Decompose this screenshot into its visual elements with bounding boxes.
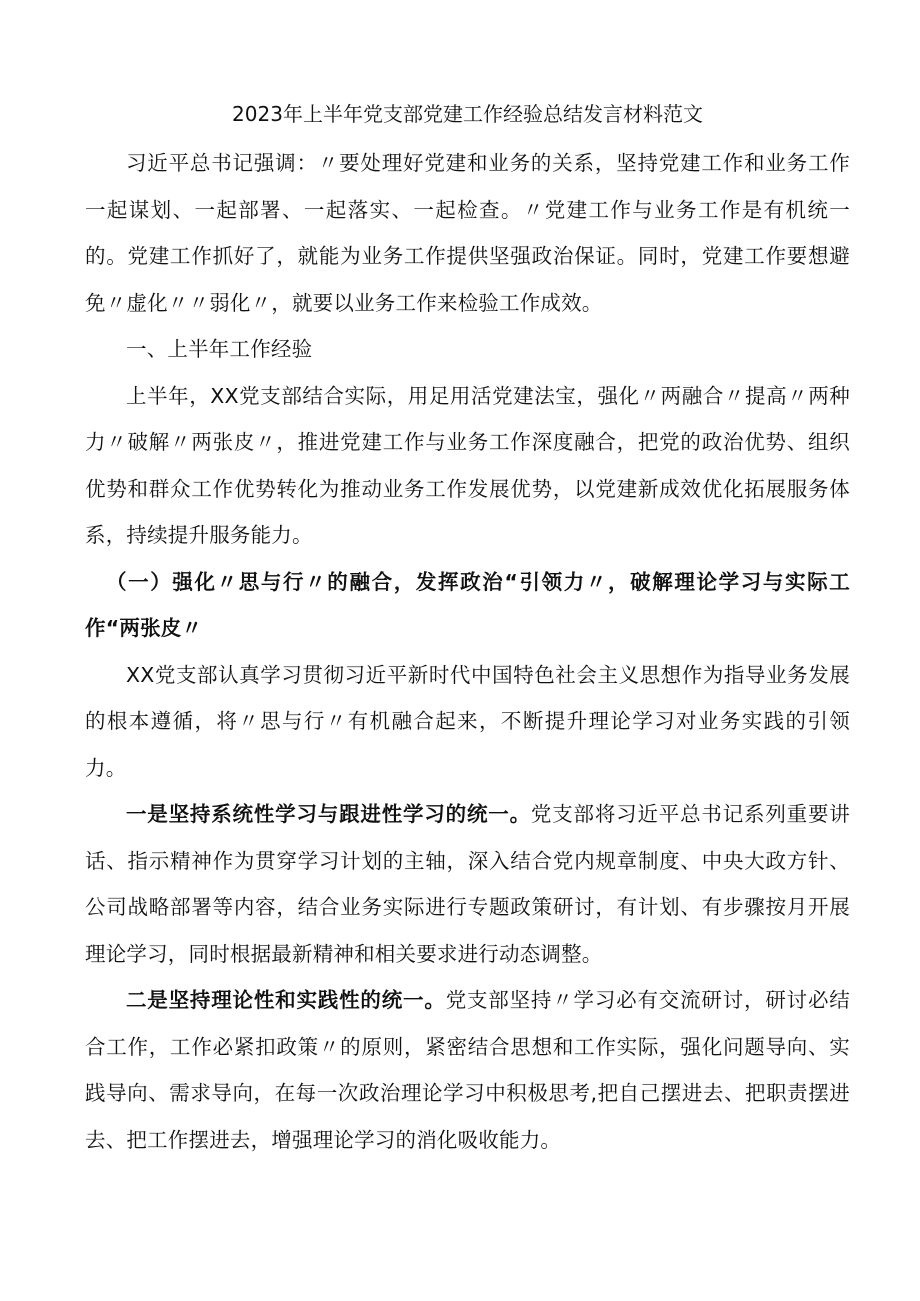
paragraph-point-2: [85, 977, 850, 1163]
point-2-body: 党支部坚持〃学习必有交流研讨，研讨必结合工作，工作必紧扣政策〃的原则，紧密结合思想和工作实际，强化问题导向、实践导向、需求导向，在每一次政治理论学习中积极思考,把自己摆进去、把职责摆进去、把工作摆进去，增强理论学习的消化吸收能力。: [85, 988, 850, 1152]
paragraph-point-1: [85, 791, 850, 977]
document-title: 2023年上半年党支部党建工作经验总结发言材料范文: [232, 102, 703, 126]
paragraph-intro: 习近平总书记强调：〃要处理好党建和业务的关系，坚持党建工作和业务工作一起谋划、一起部署、一起落实、一起检查。〃党建工作与业务工作是有机统一的。党建工作抓好了，就能为业务工作提供坚强政治保证。同时，党建工作要想避免〃虚化〃〃弱化〃，就要以业务工作来检验工作成效。: [85, 151, 850, 315]
section-heading-1: 一、上半年工作经验: [126, 337, 313, 361]
point-2-lead: 二是坚持理论性和实践性的统一。: [126, 988, 446, 1012]
paragraph-subsection-intro: XX党支部认真学习贯彻习近平新时代中国特色社会主义思想作为指导业务发展的根本遵循，将〃思与行〃有机融合起来，不断提升理论学习对业务实践的引领力。: [85, 662, 850, 780]
point-1-lead: 一是坚持系统性学习与跟进性学习的统一。: [126, 802, 531, 826]
paragraph-overview: 上半年，XX党支部结合实际，用足用活党建法宝，强化〃两融合〃提高〃两种力〃破解〃两张皮〃，推进党建工作与业务工作深度融合，把党的政治优势、组织优势和群众工作优势转化为推动业务工作发展优势，以党建新成效优化拓展服务体系，持续提升服务能力。: [85, 383, 850, 547]
document-page: [85, 96, 850, 1163]
point-1-body: 党支部将习近平总书记系列重要讲话、指示精神作为贯穿学习计划的主轴，深入结合党内规章制度、中央大政方针、公司战略部署等内容，结合业务实际进行专题政策研讨，有计划、有步骤按月开展理论学习，同时根据最新精神和相关要求进行动态调整。: [85, 802, 850, 966]
subsection-heading-1: （一）强化〃思与行〃的融合，发挥政治“引领力〃，破解理论学习与实际工作“两张皮〃: [85, 569, 850, 640]
